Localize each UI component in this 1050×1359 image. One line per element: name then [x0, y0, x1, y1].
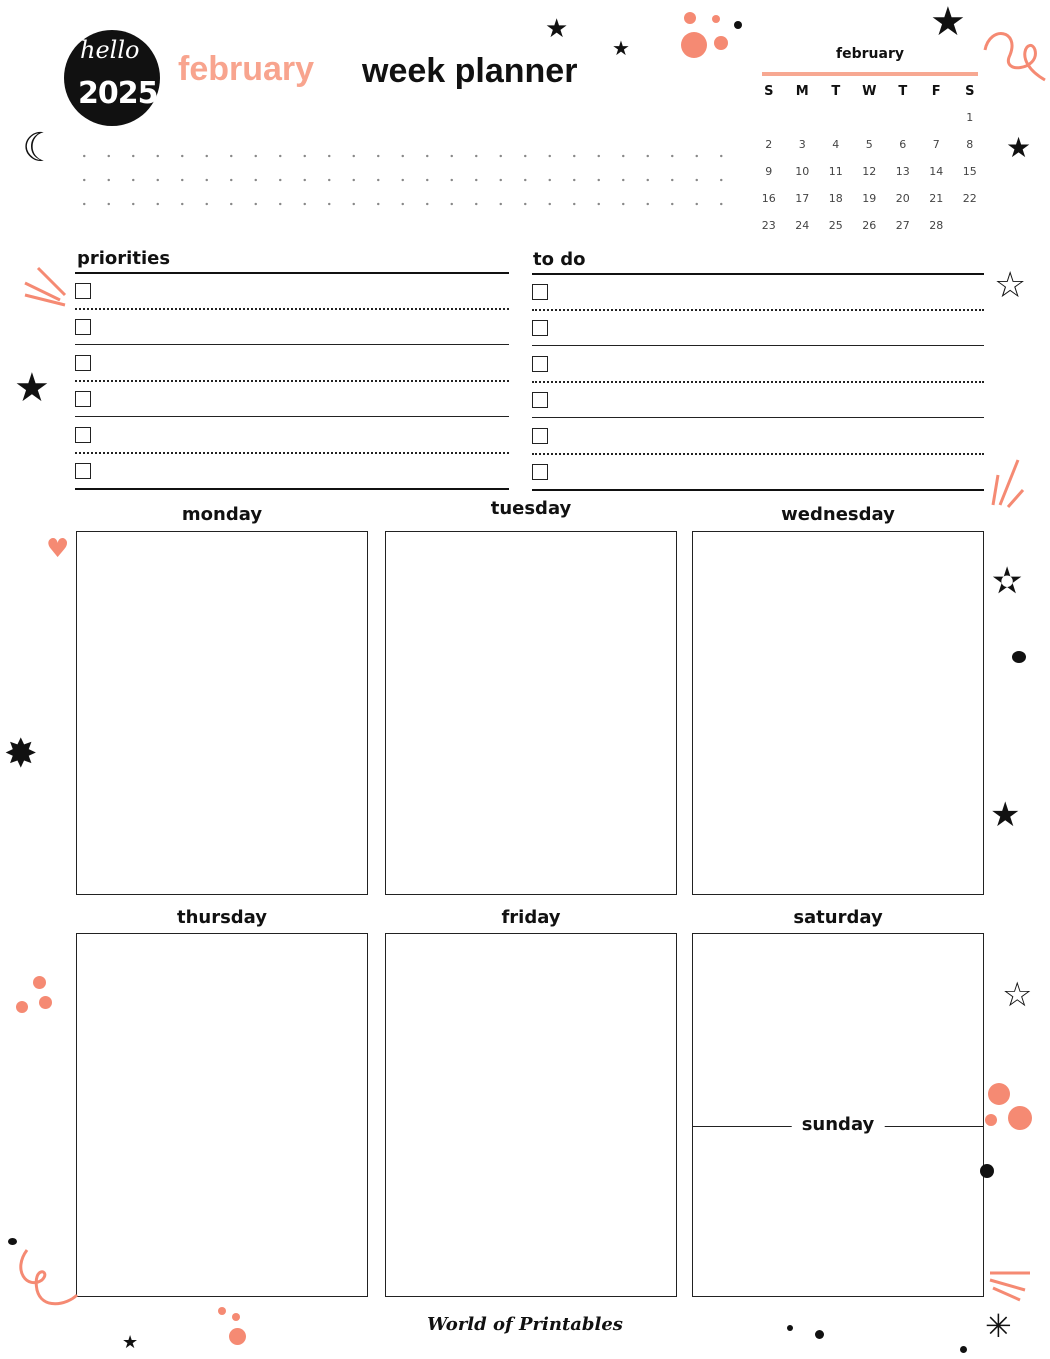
weekday-header: S — [764, 84, 774, 99]
wednesday-label: wednesday — [781, 504, 895, 525]
calendar-day: 24 — [795, 219, 810, 232]
list-item — [532, 273, 984, 309]
pink-dot — [218, 1307, 226, 1315]
weekday-header: F — [931, 84, 941, 99]
weekday-header: T — [831, 84, 841, 99]
star-icon: ★ — [612, 36, 630, 60]
checkbox[interactable] — [532, 464, 548, 480]
calendar-day: 22 — [962, 192, 977, 205]
tuesday-label: tuesday — [490, 498, 572, 519]
friday-label: friday — [501, 907, 561, 928]
mini-calendar — [752, 84, 987, 246]
pink-dot — [714, 36, 728, 50]
calendar-day: 11 — [828, 165, 843, 178]
calendar-day: 25 — [828, 219, 843, 232]
calendar-day: 13 — [895, 165, 910, 178]
sunday-divider — [692, 1114, 984, 1135]
checkbox[interactable] — [75, 319, 91, 335]
calendar-day: 2 — [765, 138, 773, 151]
calendar-day — [953, 219, 987, 246]
list-item — [75, 308, 509, 344]
calendar-day — [853, 111, 887, 138]
star-icon: ★ — [122, 1332, 139, 1353]
calendar-day — [886, 111, 920, 138]
calendar-day: 10 — [795, 165, 810, 178]
calendar-day — [786, 111, 820, 138]
calendar-day: 16 — [761, 192, 776, 205]
calendar-day: 17 — [795, 192, 810, 205]
black-dot — [8, 1238, 17, 1245]
tuesday-box[interactable] — [385, 531, 677, 895]
saturday-label: saturday — [793, 907, 883, 928]
logo-year: 2025 — [78, 76, 158, 111]
pink-dot — [229, 1328, 246, 1345]
calendar-day: 21 — [929, 192, 944, 205]
weekday-header: M — [795, 84, 809, 99]
priorities-heading: priorities — [77, 248, 171, 269]
calendar-day: 5 — [865, 138, 873, 151]
starburst-icon: ✸ — [4, 731, 38, 777]
calendar-day: 20 — [895, 192, 910, 205]
list-separator — [75, 488, 509, 490]
checkbox[interactable] — [532, 428, 548, 444]
calendar-day: 28 — [929, 219, 944, 232]
black-dot — [1012, 651, 1026, 663]
calendar-day — [920, 111, 954, 138]
calendar-day: 19 — [862, 192, 877, 205]
star-icon: ★ — [930, 0, 966, 45]
burst-lines-icon — [988, 455, 1028, 515]
calendar-day: 9 — [765, 165, 773, 178]
black-dot — [980, 1164, 994, 1178]
calendar-day: 7 — [932, 138, 940, 151]
hello-2025-logo — [64, 30, 160, 126]
black-dot — [960, 1346, 967, 1353]
pink-dot — [16, 1001, 28, 1013]
calendar-day — [819, 111, 853, 138]
todo-heading: to do — [533, 249, 586, 270]
logo-text: hello — [80, 36, 140, 64]
burst-lines-icon — [985, 1268, 1035, 1303]
title-month: february — [178, 50, 315, 88]
list-item — [532, 345, 984, 381]
checkbox[interactable] — [532, 284, 548, 300]
checkbox[interactable] — [532, 356, 548, 372]
list-item — [532, 417, 984, 453]
pink-dot — [712, 15, 720, 23]
calendar-day: 3 — [798, 138, 806, 151]
moon-icon: ☾ — [22, 125, 58, 171]
black-dot — [787, 1325, 793, 1331]
calendar-day: 4 — [832, 138, 840, 151]
checkbox[interactable] — [75, 283, 91, 299]
brand-footer: World of Printables — [427, 1314, 623, 1335]
checkbox[interactable] — [75, 391, 91, 407]
weekday-header: S — [965, 84, 975, 99]
list-item — [75, 416, 509, 452]
swirl-icon — [980, 20, 1050, 100]
pink-dot — [1008, 1106, 1032, 1130]
page-title: week planner — [362, 52, 578, 90]
pink-dot — [988, 1083, 1010, 1105]
monday-label: monday — [181, 504, 263, 525]
checkbox[interactable] — [75, 427, 91, 443]
list-item — [532, 453, 984, 489]
outline-star-icon: ☆ — [994, 265, 1027, 306]
pink-dot — [985, 1114, 997, 1126]
pink-dot — [33, 976, 46, 989]
calendar-day: 14 — [929, 165, 944, 178]
friday-box[interactable] — [385, 933, 677, 1297]
list-separator — [532, 489, 984, 491]
list-item — [75, 452, 509, 488]
list-item — [75, 344, 509, 380]
swirl-icon — [12, 1245, 82, 1315]
pink-dot — [39, 996, 52, 1009]
weekday-header: T — [898, 84, 908, 99]
heart-icon: ♥ — [46, 534, 70, 564]
pink-dot — [681, 32, 707, 58]
calendar-day: 15 — [962, 165, 977, 178]
asterisk-star-icon: ✳ — [985, 1307, 1012, 1345]
dot-grid-notes — [72, 144, 742, 226]
monday-box[interactable] — [76, 531, 368, 895]
checkbox[interactable] — [75, 463, 91, 479]
list-item — [532, 381, 984, 417]
star-icon: ★ — [990, 795, 1021, 835]
mini-calendar-title: february — [836, 46, 904, 62]
priorities-list — [75, 272, 509, 490]
list-item — [75, 380, 509, 416]
thursday-label: thursday — [176, 907, 268, 928]
pink-dot — [684, 12, 696, 24]
calendar-day: 26 — [862, 219, 877, 232]
list-item — [75, 272, 509, 308]
outline-star-icon: ✫ — [992, 561, 1023, 602]
star-icon: ★ — [14, 365, 50, 411]
star-icon: ★ — [1006, 131, 1032, 164]
checkbox[interactable] — [532, 320, 548, 336]
weekday-header: W — [862, 84, 877, 99]
calendar-day: 8 — [966, 138, 974, 151]
calendar-day: 23 — [761, 219, 776, 232]
checkbox[interactable] — [532, 392, 548, 408]
black-dot — [815, 1330, 824, 1339]
wednesday-box[interactable] — [692, 531, 984, 895]
checkbox[interactable] — [75, 355, 91, 371]
calendar-day: 27 — [895, 219, 910, 232]
calendar-day: 6 — [899, 138, 907, 151]
black-dot — [734, 21, 742, 29]
todo-list — [532, 273, 984, 491]
outline-star-icon: ☆ — [1002, 975, 1033, 1015]
pink-dot — [232, 1313, 240, 1321]
calendar-day: 18 — [828, 192, 843, 205]
calendar-day: 1 — [966, 111, 974, 124]
sunday-label: sunday — [792, 1114, 885, 1135]
burst-lines-icon — [20, 265, 70, 310]
calendar-day: 12 — [862, 165, 877, 178]
calendar-day — [752, 111, 786, 138]
mini-calendar-divider — [762, 72, 978, 76]
list-item — [532, 309, 984, 345]
star-icon: ★ — [545, 14, 569, 44]
thursday-box[interactable] — [76, 933, 368, 1297]
